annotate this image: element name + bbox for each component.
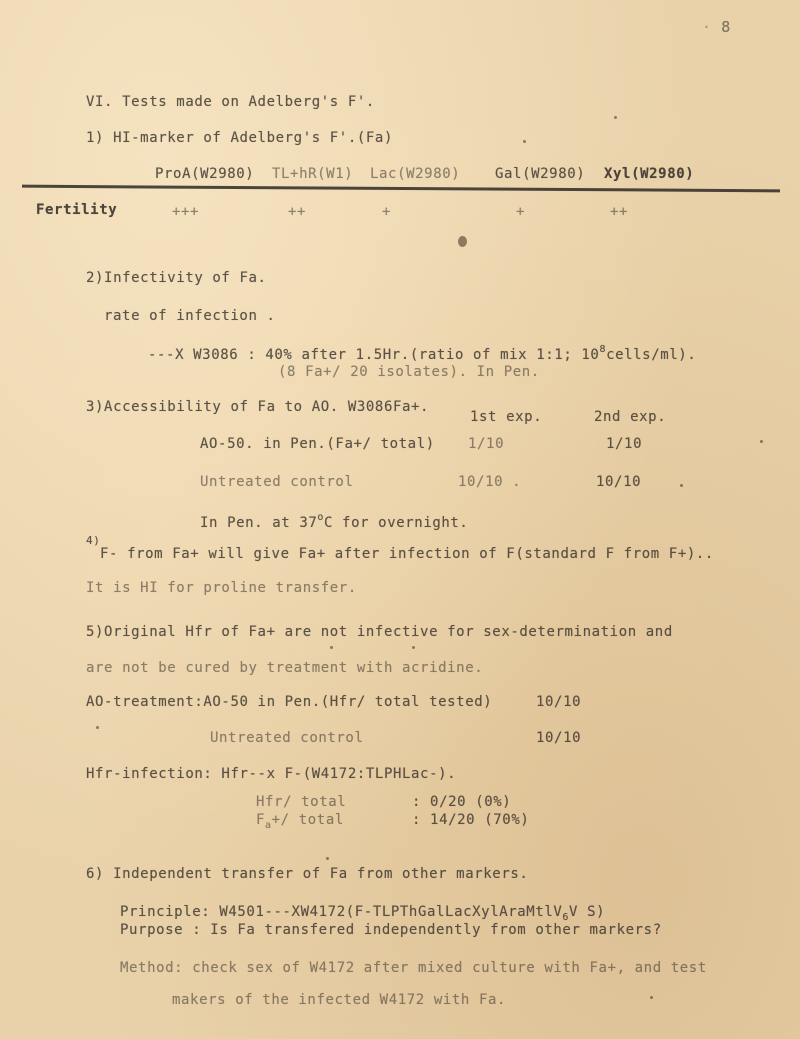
item3-row2-v2: 10/10 (596, 474, 642, 490)
fertility-proa: +++ (172, 204, 200, 220)
item3-row2-v1: 10/10 . (458, 474, 522, 490)
fertility-lac: + (382, 204, 392, 220)
item5-fa-subscript: a (265, 820, 272, 831)
speck (326, 857, 329, 860)
speck (412, 646, 415, 649)
item5-ao-row-label: AO-treatment:AO-50 in Pen.(Hfr/ total tested) (86, 694, 493, 710)
item5-infection-line: Hfr-infection: Hfr--x F-(W4172:TLPHLac-). (86, 766, 457, 782)
page-number: · 8 (702, 18, 731, 36)
item3-col-second: 2nd exp. (594, 409, 667, 425)
item3-row2-label: Untreated control (200, 474, 354, 490)
degree-mark: o (317, 512, 324, 523)
principle-text: W4501---XW4172(F-TLPThGalLacXylAraMtlV (219, 904, 563, 920)
speck (96, 726, 99, 729)
item1-title: 1) HI-marker of Adelberg's F'.(Fa) (86, 130, 393, 146)
item2-cells-unit: cells/ml). (606, 347, 697, 363)
marker-xyl: Xyl(W2980) (604, 166, 695, 182)
item2-rate-line: rate of infection . (104, 308, 276, 324)
item5-control-value: 10/10 (536, 730, 582, 746)
item6-title: 6) Independent transfer of Fa from other markers. (86, 866, 529, 882)
item2-infection-rate (148, 344, 696, 363)
item2-isolates-line: (8 Fa+/ 20 isolates). In Pen. (278, 364, 540, 380)
principle-tail: V S) (569, 904, 606, 920)
speck (523, 140, 526, 143)
ink-blot (458, 236, 467, 247)
marker-lac: Lac(W2980) (370, 166, 461, 182)
item4-line1: F- from Fa+ will give Fa+ after infection of F(standard F from F+).. (100, 546, 714, 562)
item4-line2: It is HI for proline transfer. (86, 580, 357, 596)
horizontal-rule (22, 185, 780, 193)
item3-row1-v1: 1/10 (468, 436, 505, 452)
item3-note-text: In Pen. at 37 (200, 515, 318, 531)
item5-line2: are not be cured by treatment with acridine. (86, 660, 484, 676)
item3-row1-v2: 1/10 (606, 436, 643, 452)
principle-subscript: 6 (562, 912, 570, 923)
item2-title: 2)Infectivity of Fa. (86, 270, 267, 286)
item6-method-line1: Method: check sex of W4172 after mixed culture with Fa+, and test (120, 960, 707, 976)
item5-fa-letter: F (256, 812, 266, 828)
item6-purpose (120, 922, 662, 938)
item5-ao-row-value: 10/10 (536, 694, 582, 710)
section-title: VI. Tests made on Adelberg's F'. (86, 94, 375, 110)
item5-fa-ratio-label (256, 812, 344, 831)
speck (760, 440, 763, 443)
purpose-text: Is Fa transfered independently from other markers? (210, 922, 662, 938)
speck (330, 646, 333, 649)
item5-fa-ratio-value: : 14/20 (70%) (412, 812, 530, 828)
marker-gal: Gal(W2980) (495, 166, 586, 182)
fertility-label: Fertility (36, 202, 118, 218)
item2-rate-text: ---X W3086 : 40% after 1.5Hr.(ratio of mix 1:1; 10 (148, 347, 600, 363)
marker-tlthr: TL+hR(W1) (272, 166, 354, 182)
item3-title: 3)Accessibility of Fa to AO. W3086Fa+. (86, 399, 430, 415)
item3-note (200, 512, 468, 531)
item6-method-line2: makers of the infected W4172 with Fa. (172, 992, 507, 1008)
item3-note-tail: C for overnight. (324, 515, 469, 531)
item2-exponent: 8 (599, 344, 607, 355)
speck (650, 996, 653, 999)
principle-label: Principle: (120, 904, 211, 920)
item5-fa-total: +/ total (271, 812, 344, 828)
fertility-tlthr: ++ (288, 204, 307, 220)
item4-number: 4) (86, 534, 101, 547)
item3-row1-label: AO-50. in Pen.(Fa+/ total) (200, 436, 435, 452)
marker-proa: ProA(W2980) (155, 166, 255, 182)
fertility-gal: + (516, 204, 526, 220)
fertility-xyl: ++ (610, 204, 629, 220)
purpose-label: Purpose : (120, 922, 202, 938)
item5-hfr-ratio-label: Hfr/ total (256, 794, 347, 810)
item6-principle (120, 904, 605, 923)
speck (614, 116, 617, 119)
item5-line1: 5)Original Hfr of Fa+ are not infective for sex-determination and (86, 624, 673, 640)
speck (680, 484, 683, 487)
item5-hfr-ratio-value: : 0/20 (0%) (412, 794, 512, 810)
item3-col-first: 1st exp. (470, 409, 543, 425)
item5-control-label: Untreated control (210, 730, 364, 746)
